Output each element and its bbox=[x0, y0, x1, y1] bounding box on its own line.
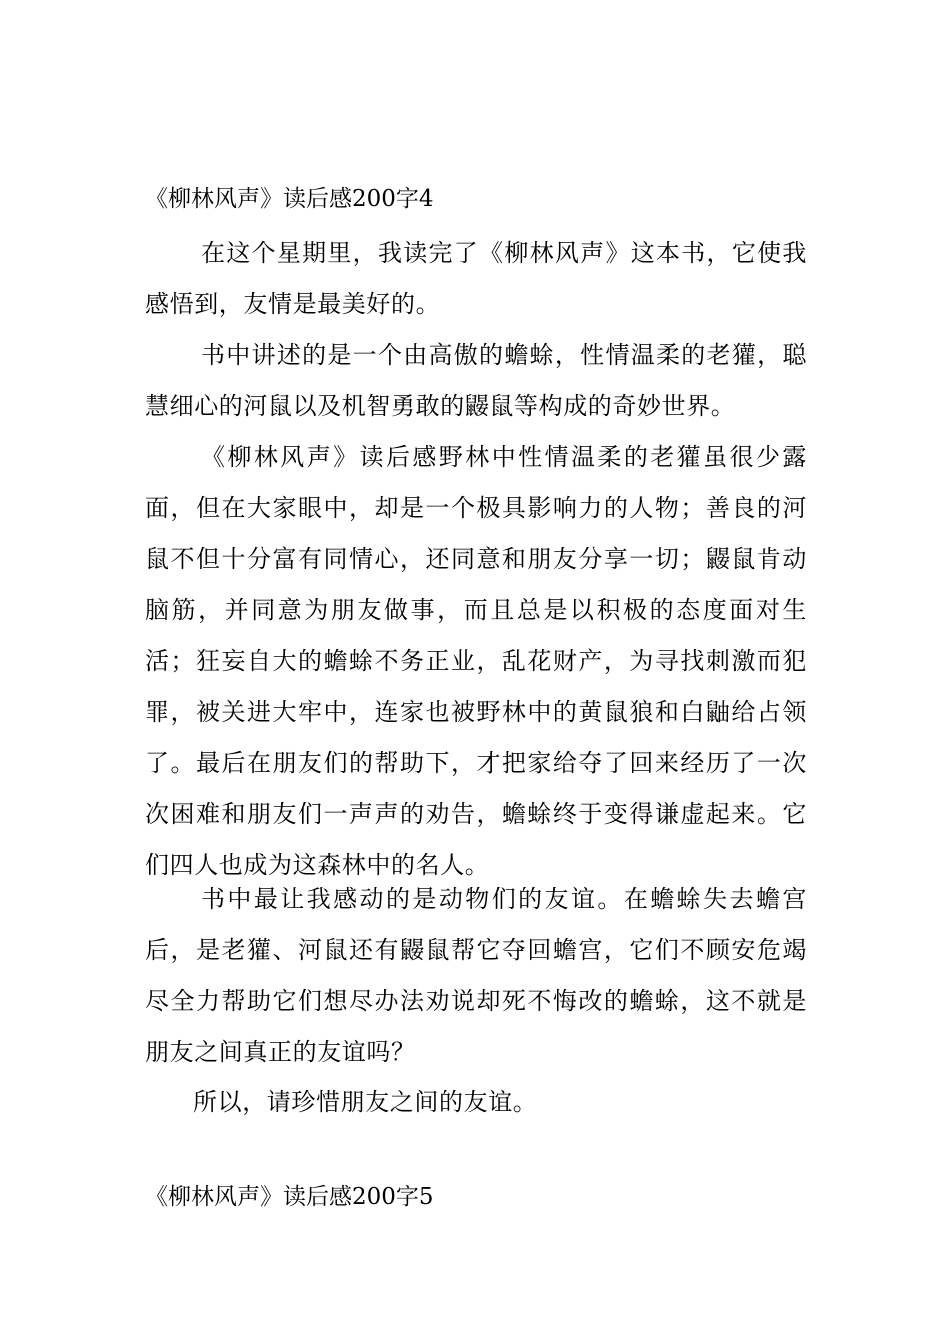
paragraph-characters: 书中讲述的是一个由高傲的蟾蜍，性情温柔的老獾，聪慧细心的河鼠以及机智勇敢的鼹鼠等构成的奇妙世界。 bbox=[145, 341, 807, 420]
paragraph-story-summary: 《柳林风声》读后感野林中性情温柔的老獾虽很少露面，但在大家眼中，却是一个极具影响力的人物；善良的河鼠不但十分富有同情心，还同意和朋友分享一切；鼹鼠肯动脑筋，并同意为朋友做事，而且总是以积极的态度面对生活；狂妄自大的蟾蜍不务正业，乱花财产，为寻找刺激而犯罪，被关进大牢中，连家也被野林中的黄鼠狼和白鼬给占领了。最后在朋友们的帮助下，才把家给夺了回来经历了一次次困难和朋友们一声声的劝告，蟾蜍终于变得谦虚起来。它们四人也成为这森林中的名人。 bbox=[145, 443, 807, 879]
section-heading-5: 《柳林风声》读后感200字5 bbox=[145, 1184, 434, 1210]
paragraph-intro: 在这个星期里，我读完了《柳林风声》这本书，它使我感悟到，友情是最美好的。 bbox=[145, 239, 807, 318]
section-heading-4: 《柳林风声》读后感200字4 bbox=[145, 186, 434, 212]
paragraph-conclusion: 所以，请珍惜朋友之间的友谊。 bbox=[193, 1088, 538, 1116]
paragraph-friendship: 书中最让我感动的是动物们的友谊。在蟾蜍失去蟾宫后，是老獾、河鼠还有鼹鼠帮它夺回蟾宫，它们不顾安危竭尽全力帮助它们想尽办法劝说却死不悔改的蟾蜍，这不就是朋友之间真正的友谊吗？ bbox=[145, 885, 807, 1066]
